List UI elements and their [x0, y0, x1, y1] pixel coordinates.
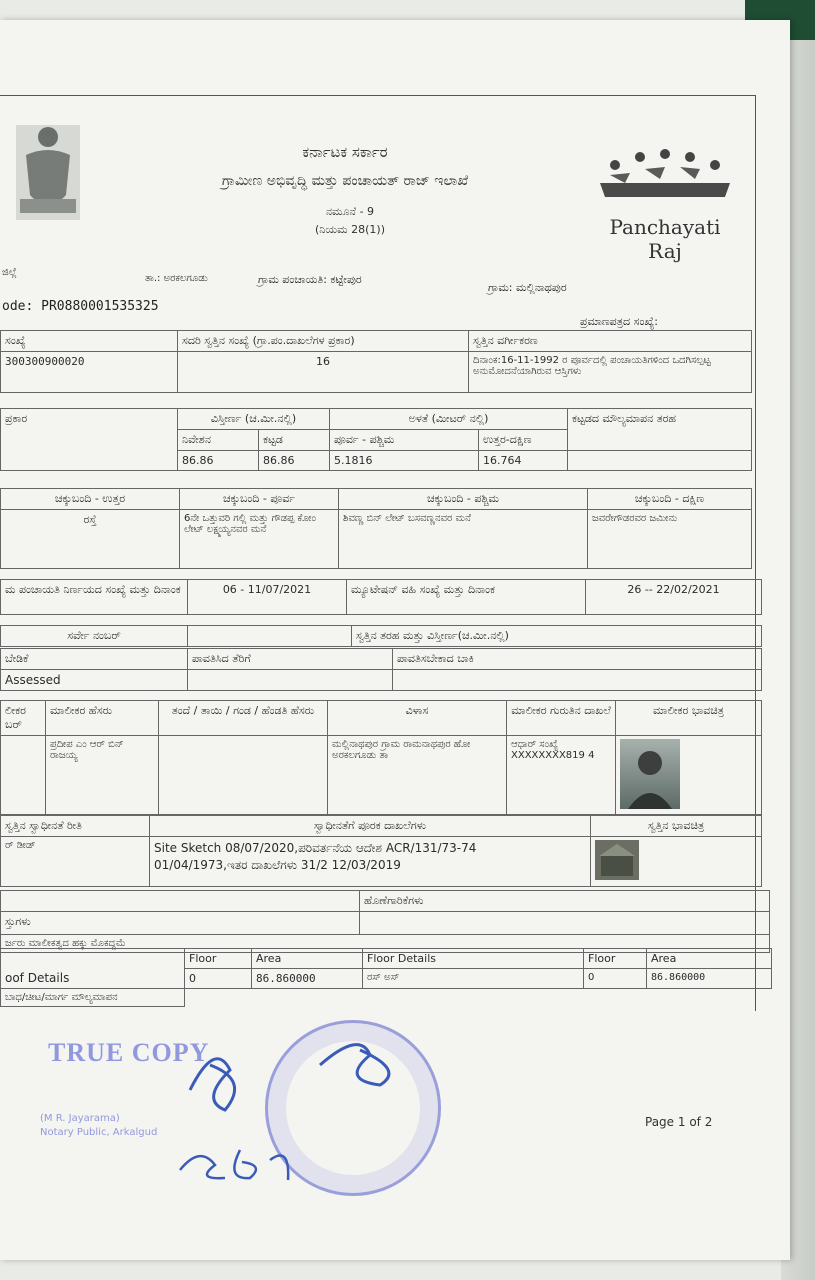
property-photo-label: ಸ್ವತ್ತಿನ ಭಾವಚಿತ್ರ — [591, 816, 762, 837]
liabilities-left-label: ಸ್ತುಗಳು — [1, 912, 360, 935]
header-govt: ಕರ್ನಾಟಕ ಸರ್ಕಾರ — [302, 143, 388, 161]
possession-docs-line1: Site Sketch 08/07/2020,ಪರಿವರ್ತನೆಯ ಆದೇಶ ACR/131/73-74 — [154, 841, 477, 855]
form-sheet — [0, 95, 770, 1025]
right-area-header: Area — [647, 949, 772, 969]
property-photo-cell — [591, 837, 762, 887]
east-boundary-value: 6ನೇ ಒತ್ತುವರಿ ಗಲ್ಲಿ ಮತ್ತು ಗೌಡಪ್ಪ ಕೋಂ ಲೇಟ್ ಲಕ್ಷ್ಮಯ್ಯನವರ ಮನೆ — [180, 510, 339, 569]
east-west-label: ಪೂರ್ವ - ಪಶ್ಚಿಮ — [330, 430, 479, 451]
owner-photo-label: ಮಾಲೀಕರ ಭಾವಚಿತ್ರ — [616, 701, 762, 736]
building-label: ಕಟ್ಟಡ — [259, 430, 330, 451]
notary-title: Notary Public, Arkalgud — [40, 1127, 158, 1138]
paid-tax-value — [188, 670, 393, 691]
property-code: ode: PR0880001535325 — [2, 299, 159, 314]
site-area-value: 86.86 — [178, 451, 259, 471]
property-id-table — [0, 330, 752, 393]
due-value — [393, 670, 762, 691]
header-form: ನಮೂನೆ - 9 — [325, 205, 375, 218]
owner-number-value — [1, 736, 46, 815]
classification-value: ದಿನಾಂಕ:16-11-1992 ರ ಪೂರ್ವದಲ್ಲಿ ಪಂಚಾಯತಿಗಳಿಂದ ಒದಗಿಸಲ್ಪಟ್ಟ ಅನುಮೋದನೆಯಾಗಿರುವ ಆಸ್ತಿಗಳು — [469, 352, 752, 393]
mutation-value: 26 -- 22/02/2021 — [586, 580, 762, 615]
building-valuation-label: ಕಟ್ಟಡದ ಮೌಲ್ಯಮಾಪನ ತರಹ — [568, 409, 752, 451]
owner-name-value: ಪ್ರದೀಪ ಎಂ ಆರ್ ಬಿನ್ ರಾಜಯ್ಯ — [46, 736, 159, 815]
south-boundary-value: ಜವರೇಗೌಡರವರ ಜಮೀನು — [588, 510, 752, 569]
document-paper — [0, 20, 790, 1260]
paid-tax-label: ಪಾವತಿಸಿದ ತೆರಿಗೆ — [188, 649, 393, 670]
resolution-value: 06 - 11/07/2021 — [188, 580, 347, 615]
liabilities-table — [0, 890, 770, 953]
resolution-label: ಮ ಪಂಚಾಯತಿ ನಿರ್ಣಯದ ಸಂಖ್ಯೆ ಮತ್ತು ದಿನಾಂಕ — [1, 580, 188, 615]
parent-name-label: ತಂದೆ / ತಾಯಿ / ಗಂಡ / ಹೆಂಡತಿ ಹೆಸರು — [159, 701, 328, 736]
tax-table — [0, 648, 762, 691]
building-valuation-value — [568, 451, 752, 471]
gram-panchayat: ಗ್ರಾಮ ಪಂಚಾಯತಿ: ಕಟ್ಟೇಪುರ — [258, 273, 362, 286]
possession-docs-line2: 01/04/1973,ಇತರ ದಾಖಲೆಗಳು 31/2 12/03/2019 — [154, 858, 401, 872]
address-label: ವಿಳಾಸ — [328, 701, 507, 736]
liabilities-value — [360, 912, 770, 935]
north-boundary-value: ರಸ್ತೆ — [1, 510, 180, 569]
true-copy-stamp: TRUE COPY — [48, 1038, 210, 1067]
resolution-table — [0, 579, 762, 615]
floor-details-left-label: oof Details — [1, 949, 185, 989]
property-number-value: 16 — [178, 352, 469, 393]
site-label: ನಿವೇಶನ — [178, 430, 259, 451]
east-boundary-label: ಚಕ್ಕುಬಂದಿ - ಪೂರ್ವ — [180, 489, 339, 510]
mutation-label: ಮ್ಯೂಟೇಷನ್ ವಹಿ ಸಂಖ್ಯೆ ಮತ್ತು ದಿನಾಂಕ — [347, 580, 586, 615]
owner-number-label: ಲೀಕರ ಬರ್ — [1, 701, 46, 736]
panchayati-raj-text: Panchayati Raj — [609, 215, 721, 263]
owner-name-label: ಮಾಲೀಕರ ಹೆಸರು — [46, 701, 159, 736]
floor-details-value: ರಸ್ ಅಸ್ — [363, 969, 584, 989]
area-label: ವಿಸ್ತೀರ್ಣ (ಚ.ಮೀ.ನಲ್ಲಿ) — [178, 409, 330, 430]
valuation-footer: ಬಾಧ/ಚೀಟ/ಮಾರ್ಗ ಮೌಲ್ಯಮಾಪನ — [1, 989, 185, 1007]
col-label-classification: ಸ್ವತ್ತಿನ ವರ್ಗೀಕರಣ — [469, 331, 752, 352]
area-value: 86.860000 — [252, 969, 363, 989]
header-dept: ಗ್ರಾಮೀಣ ಅಭಿವೃದ್ಧಿ ಮತ್ತು ಪಂಚಾಯತ್ ರಾಜ್ ಇಲಾಖೆ — [221, 173, 469, 189]
north-boundary-label: ಚಕ್ಕುಬಂದಿ - ಉತ್ತರ — [1, 489, 180, 510]
owner-address-value: ಮಲ್ಲಿನಾಥಪುರ ಗ್ರಾಮ ರಾಮನಾಥಪುರ ಹೋ ಅರಕಲಗೂಡು ತಾ — [328, 736, 507, 815]
floor-details-table — [0, 948, 772, 1007]
due-label: ಪಾವತಿಸಬೇಕಾದ ಬಾಕಿ — [393, 649, 762, 670]
property-id-value: 300300900020 — [1, 352, 178, 393]
west-boundary-value: ಶಿವಣ್ಣ ಬಿನ್ ಲೇಟ್ ಬಸವಣ್ಣನವರ ಮನೆ — [339, 510, 588, 569]
assessed-value: Assessed — [1, 670, 188, 691]
possession-type-value: ರ್ ಡೀಡ್ — [1, 837, 150, 887]
demand-label: ಬೇಡಿಕೆ — [1, 649, 188, 670]
certificate-number-label: ಪ್ರಮಾಣಪತ್ರದ ಸಂಖ್ಯೆ: — [580, 315, 659, 328]
notary-stamp-text — [40, 1112, 157, 1140]
page-number: Page 1 of 2 — [645, 1115, 713, 1129]
person-icon — [620, 739, 680, 809]
west-boundary-label: ಚಕ್ಕುಬಂದಿ - ಪಶ್ಚಿಮ — [339, 489, 588, 510]
survey-number-value — [188, 626, 352, 647]
north-south-label: ಉತ್ತರ-ದಕ್ಷಿಣ — [479, 430, 568, 451]
right-floor-header: Floor — [584, 949, 647, 969]
col-label-property-number: ಸದರಿ ಸ್ವತ್ತಿನ ಸಂಖ್ಯೆ (ಗ್ರಾ.ಪಂ.ದಾಖಲೆಗಳ ಪ್ರಕಾರ) — [178, 331, 469, 352]
signature — [170, 1020, 430, 1190]
area-header: Area — [252, 949, 363, 969]
owner-id-label: ಮಾಲೀಕರ ಗುರುತಿನ ದಾಖಲೆ — [507, 701, 616, 736]
right-floor-value: 0 — [584, 969, 647, 989]
property-photo — [595, 840, 639, 880]
owner-table — [0, 700, 762, 815]
ownership-dispute-label: ರ್ಜರು ಮಾಲೀಕತ್ವದ ಹಕ್ಕು ಮೊಕದ್ದಮೆ — [1, 935, 770, 953]
floor-header: Floor — [185, 949, 252, 969]
right-area-value: 86.860000 — [647, 969, 772, 989]
possession-table — [0, 815, 762, 887]
village: ಗ್ರಾಮ: ಮಲ್ಲಿನಾಥಪುರ — [488, 281, 567, 294]
east-west-value: 5.1816 — [330, 451, 479, 471]
col-label-number: ಸಂಖ್ಯೆ — [1, 331, 178, 352]
survey-table — [0, 625, 762, 647]
building-area-value: 86.86 — [259, 451, 330, 471]
taluk: ತಾ.: ಅರಕಲಗೂಡು — [145, 273, 208, 284]
liabilities-label: ಹೊಣೆಗಾರಿಕೆಗಳು — [360, 891, 770, 912]
dimension-label: ಅಳತೆ (ಮೀಟರ್ ನಲ್ಲಿ) — [330, 409, 568, 430]
header-rule: (ನಿಯಮ 28(1)) — [314, 223, 386, 236]
possession-docs-value — [150, 837, 591, 887]
type-label: ಪ್ರಕಾರ — [1, 409, 178, 471]
floor-value: 0 — [185, 969, 252, 989]
owner-id-value: ಆಧಾರ್ ಸಂಖ್ಯೆ XXXXXXXX819 4 — [507, 736, 616, 815]
possession-docs-label: ಸ್ವಾಧೀನತೆಗೆ ಪೂರಕ ದಾಖಲೆಗಳು — [150, 816, 591, 837]
property-type-label: ಸ್ವತ್ತಿನ ತರಹ ಮತ್ತು ವಿಸ್ತೀರ್ಣ(ಚ.ಮೀ.ನಲ್ಲಿ) — [352, 626, 762, 647]
owner-photo — [620, 739, 680, 809]
boundaries-table — [0, 488, 752, 569]
north-south-value: 16.764 — [479, 451, 568, 471]
floor-details-header: Floor Details — [363, 949, 584, 969]
left-stub: ಜಿಲ್ಲೆ — [2, 267, 17, 278]
notary-name: (M R. Jayarama) — [40, 1113, 120, 1124]
survey-number-label: ಸರ್ವೇ ನಂಬರ್ — [1, 626, 188, 647]
parent-name-value — [159, 736, 328, 815]
measurement-table — [0, 408, 752, 471]
karnataka-emblem-icon — [6, 115, 90, 230]
possession-type-label: ಸ್ವತ್ತಿನ ಸ್ವಾಧೀನತೆ ರೀತಿ — [1, 816, 150, 837]
owner-photo-cell — [616, 736, 762, 815]
south-boundary-label: ಚಕ್ಕುಬಂದಿ - ದಕ್ಷಿಣ — [588, 489, 752, 510]
